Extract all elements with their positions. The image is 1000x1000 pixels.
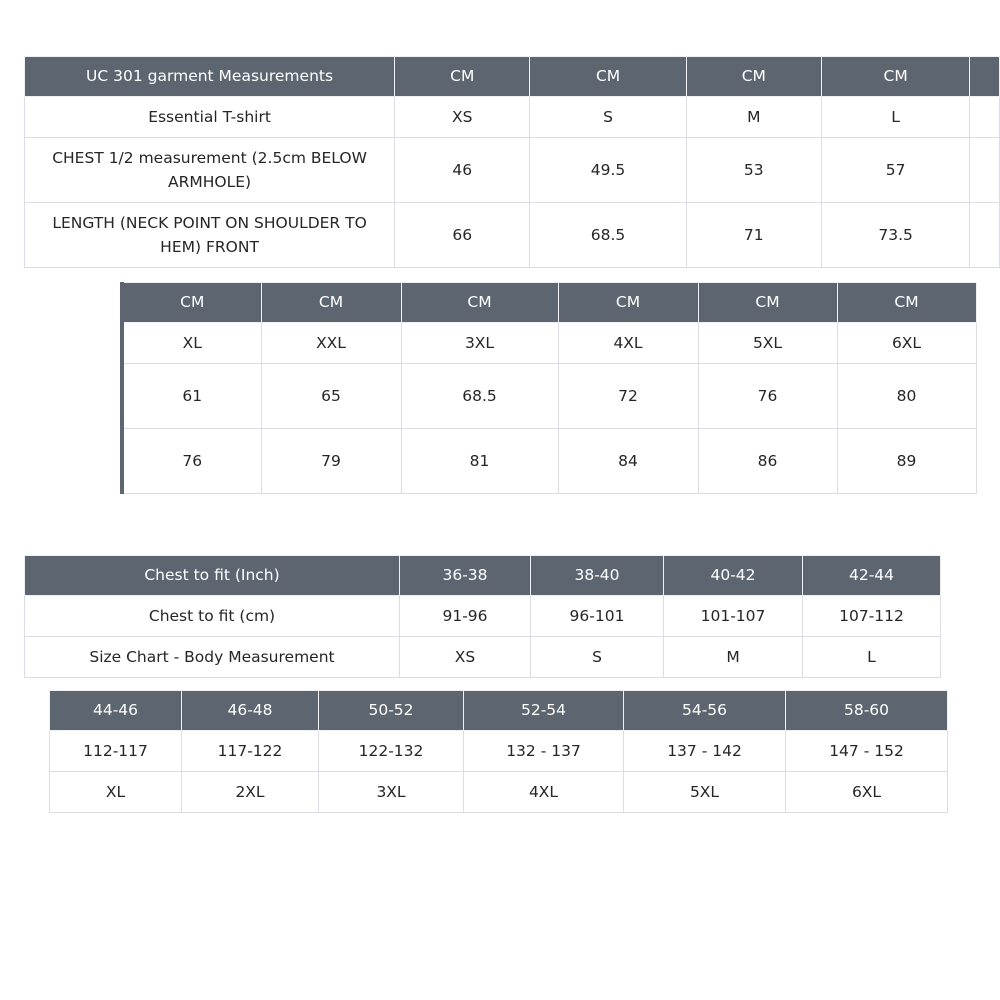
table-row	[122, 364, 976, 429]
table-cell: 3XL	[319, 772, 464, 813]
table-cell: 137 - 142	[624, 731, 786, 772]
inch-range-header: 40-42	[664, 556, 803, 596]
table-cell: 73.5	[821, 203, 969, 268]
table-cell: XXL	[261, 323, 401, 364]
row-label: LENGTH (NECK POINT ON SHOULDER TO HEM) FRONT	[25, 203, 395, 268]
inch-range-header: 36-38	[400, 556, 531, 596]
table-cell: 107-112	[803, 596, 941, 637]
unit-header: CM	[401, 283, 558, 323]
table-cell: 6XL	[786, 772, 948, 813]
table-cell: XL	[122, 323, 261, 364]
table-cell: 46	[395, 138, 530, 203]
unit-header: CM	[122, 283, 261, 323]
garment-table-title: UC 301 garment Measurements	[25, 57, 395, 97]
table-row	[122, 429, 976, 494]
table-cell: 76	[698, 364, 837, 429]
table-cell: 68.5	[530, 203, 686, 268]
unit-header: CM	[558, 283, 698, 323]
header-overflow-cell	[970, 57, 1000, 97]
table-cell: 4XL	[464, 772, 624, 813]
table-cell: 89	[837, 429, 976, 494]
table-cell: XS	[395, 97, 530, 138]
table-cell: 53	[686, 138, 821, 203]
inch-range-header: 44-46	[50, 691, 182, 731]
body-measurement-continued-table	[49, 690, 948, 813]
table-row	[25, 97, 1000, 138]
table-cell: 6XL	[837, 323, 976, 364]
table-cell: 5XL	[698, 323, 837, 364]
table-cell: S	[530, 97, 686, 138]
table-cell: 71	[686, 203, 821, 268]
table-cell: 49.5	[530, 138, 686, 203]
unit-header: CM	[261, 283, 401, 323]
unit-header: CM	[530, 57, 686, 97]
table-cell: 68.5	[401, 364, 558, 429]
unit-header: CM	[821, 57, 969, 97]
unit-header: CM	[686, 57, 821, 97]
table-header-row	[122, 283, 976, 323]
inch-range-header: 50-52	[319, 691, 464, 731]
table-cell: L	[803, 637, 941, 678]
table-cell: 3XL	[401, 323, 558, 364]
table-cell: XS	[400, 637, 531, 678]
unit-header: CM	[698, 283, 837, 323]
table-cell: 66	[395, 203, 530, 268]
table-cell: 112-117	[50, 731, 182, 772]
table-cell: 84	[558, 429, 698, 494]
table-cell: 101-107	[664, 596, 803, 637]
table-cell: 79	[261, 429, 401, 494]
table-cell: S	[531, 637, 664, 678]
table-cell: 81	[401, 429, 558, 494]
table-cell: 96-101	[531, 596, 664, 637]
chest-inch-header-label: Chest to fit (Inch)	[25, 556, 400, 596]
row-label: Chest to fit (cm)	[25, 596, 400, 637]
table-cell: 57	[821, 138, 969, 203]
table-cell: 80	[837, 364, 976, 429]
table-row	[25, 138, 1000, 203]
table-cell: 5XL	[624, 772, 786, 813]
row-label: Size Chart - Body Measurement	[25, 637, 400, 678]
table-cell: 72	[558, 364, 698, 429]
table-cell: 122-132	[319, 731, 464, 772]
table-cell: M	[686, 97, 821, 138]
table-header-row	[50, 691, 948, 731]
garment-measurements-table	[24, 56, 1000, 268]
overflow-cell	[970, 203, 1000, 268]
table-cell: 65	[261, 364, 401, 429]
table-row	[50, 772, 948, 813]
unit-header: CM	[837, 283, 976, 323]
overflow-cell	[970, 138, 1000, 203]
table-row	[122, 323, 976, 364]
table-cell: 61	[122, 364, 261, 429]
body-measurement-table	[24, 555, 941, 678]
table-row	[50, 731, 948, 772]
table-cell: 132 - 137	[464, 731, 624, 772]
overflow-cell	[970, 97, 1000, 138]
table-cell: 117-122	[182, 731, 319, 772]
inch-range-header: 42-44	[803, 556, 941, 596]
table-row	[25, 596, 941, 637]
inch-range-header: 58-60	[786, 691, 948, 731]
table-cell: 86	[698, 429, 837, 494]
unit-header: CM	[395, 57, 530, 97]
table-cell: L	[821, 97, 969, 138]
table-cell: XL	[50, 772, 182, 813]
garment-measurements-continued-table	[120, 282, 977, 494]
table-cell: 147 - 152	[786, 731, 948, 772]
table-cell: 4XL	[558, 323, 698, 364]
table-header-row	[25, 556, 941, 596]
table-cell: 2XL	[182, 772, 319, 813]
inch-range-header: 54-56	[624, 691, 786, 731]
row-label: CHEST 1/2 measurement (2.5cm BELOW ARMHOLE)	[25, 138, 395, 203]
table-row	[25, 637, 941, 678]
inch-range-header: 38-40	[531, 556, 664, 596]
inch-range-header: 46-48	[182, 691, 319, 731]
table-cell: 76	[122, 429, 261, 494]
table-cell: M	[664, 637, 803, 678]
row-label: Essential T-shirt	[25, 97, 395, 138]
inch-range-header: 52-54	[464, 691, 624, 731]
table-cell: 91-96	[400, 596, 531, 637]
table-row	[25, 203, 1000, 268]
table-header-row	[25, 57, 1000, 97]
